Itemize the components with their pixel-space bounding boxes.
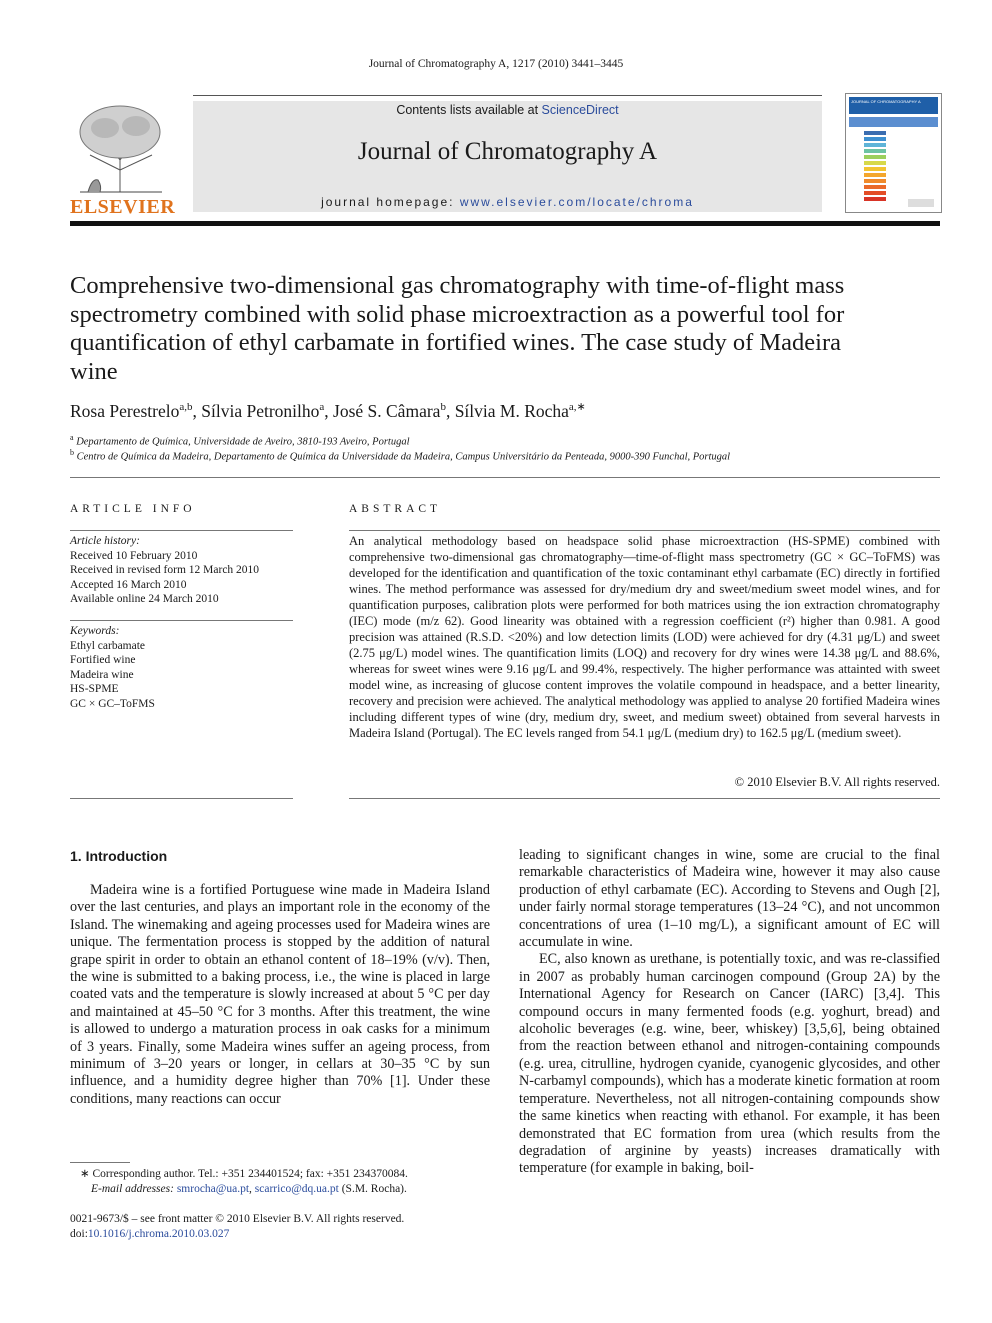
affiliation-text: Departamento de Química, Universidade de Aveiro, 3810-193 Aveiro, Portugal bbox=[76, 436, 410, 448]
intro-left-column bbox=[70, 882, 490, 1108]
history-label: Article history: bbox=[70, 535, 140, 547]
header-top-rule bbox=[193, 95, 822, 96]
copyright-notice: © 2010 Elsevier B.V. All rights reserved. bbox=[734, 775, 940, 789]
intro-right-column bbox=[519, 847, 940, 1178]
keyword: GC × GC–ToFMS bbox=[70, 697, 155, 710]
intro-paragraph: EC, also known as urethane, is potentially toxic, and was re-classified in 2007 as probably human carcinogen compound (Group 2A) by the International Agency for Research on Cancer (IARC) [3,4]. This compound occurs in many fermented foods (e.g. yoghurt, bread) and alcoholic beverages (e.g. wine, beer, whiskey) [3,5,6], being obtained from the reaction between ethanol and nitrogen-containing compounds (e.g. urea, citrulline, hydrogen cyanide, cyanogenic glycosides, and other N-carbamyl compounds), which has a moderate kinetic formation at room temperature. Nevertheless, not all nitrogen-containing compounds show the same kinetics when reacting with ethanol. For example, it has been demonstrated that EC formation from urea (which results from the degradation of arginine by yeasts) increases dramatically with temperature (for example in baking, boil- bbox=[519, 951, 940, 1177]
author-name: Sílvia Petronilho bbox=[201, 400, 320, 421]
homepage-prefix: journal homepage: bbox=[321, 195, 460, 209]
keyword: HS-SPME bbox=[70, 683, 119, 695]
cover-banner bbox=[849, 97, 938, 114]
email-suffix: (S.M. Rocha). bbox=[338, 1183, 407, 1195]
cover-subtitle-bar bbox=[849, 117, 938, 127]
doi-line bbox=[70, 1227, 510, 1242]
email-link[interactable]: smrocha@ua.pt bbox=[176, 1183, 250, 1195]
keywords-label: Keywords: bbox=[70, 625, 120, 637]
doi-prefix: doi: bbox=[70, 1228, 88, 1240]
elsevier-wordmark: ELSEVIER bbox=[70, 196, 176, 218]
contents-line bbox=[193, 103, 822, 117]
author-name: Sílvia M. Rocha bbox=[454, 400, 569, 421]
history-item: Accepted 16 March 2010 bbox=[70, 578, 187, 591]
journal-cover-thumbnail bbox=[845, 93, 942, 213]
issn-line: 0021-9673/$ – see front matter © 2010 Elsevier B.V. All rights reserved. bbox=[70, 1213, 405, 1225]
header-bottom-rule bbox=[70, 221, 940, 226]
journal-homepage bbox=[193, 195, 822, 209]
abstract-bottom-rule bbox=[349, 798, 940, 799]
affiliation-b bbox=[70, 448, 940, 463]
corresponding-author-note: ∗ Corresponding author. Tel.: +351 234401524; fax: +351 234370084. bbox=[80, 1168, 408, 1180]
doi-link[interactable]: 10.1016/j.chroma.2010.03.027 bbox=[87, 1228, 230, 1240]
cover-stripes bbox=[846, 127, 941, 213]
keyword: Ethyl carbamate bbox=[70, 639, 146, 652]
footnote-rule bbox=[70, 1162, 130, 1163]
intro-paragraph: Madeira wine is a fortified Portuguese wine made in Madeira Island over the last centuries, and plays an important role in the economy of the Island. The winemaking and ageing processes used for Madeira wines are unique. The fermentation process is stopped by the addition of natural grape spirit in order to obtain an ethanol content of 18–19% (v/v). Then, the wine is submitted to a baking process, i.e., the wine is placed in large coated vats and the temperature is slowly increased at about 5 °C per day and maintained at 45–50 °C for 3 months. After this treatment, the wine is allowed to undergo a maturation process in oak casks for a minimum of 3 years. Finally, some Madeira wines suffer an ageing process, from minimum of 3–20 years or longer, in cellars at 30–35 °C by sun influence, and a humidity degree higher than 70% [1]. Under these conditions, many reactions can occur bbox=[70, 882, 490, 1107]
affiliation-divider bbox=[70, 477, 940, 478]
author-affiliation-mark: a,∗ bbox=[568, 401, 586, 413]
article-info-rule bbox=[70, 530, 293, 531]
homepage-link[interactable]: www.elsevier.com/locate/chroma bbox=[459, 195, 694, 209]
cover-title: JOURNAL OF CHROMATOGRAPHY A bbox=[851, 99, 921, 104]
email-link[interactable]: scarrico@dq.ua.pt bbox=[254, 1183, 339, 1195]
affiliation-mark: a bbox=[70, 433, 74, 442]
affiliation-a bbox=[70, 433, 940, 448]
author-list: Rosa Perestrelo$^{a,b}$, Sílvia Petronilho$^a$, José S. Câmara$^b$, Sílvia M. Rocha$^{a,∗}$ bbox=[70, 400, 586, 421]
author-name: Rosa Perestrelo bbox=[70, 400, 180, 421]
article-title: Comprehensive two-dimensional gas chromatography with time-of-flight mass spectrometry combined with solid phase microextraction as a powerful tool for quantification of ethyl carbamate in fortified wines. The case study of Madeira wine bbox=[70, 272, 845, 385]
email-label: E-mail addresses: bbox=[91, 1183, 177, 1195]
journal-reference: Journal of Chromatography A, 1217 (2010) 3441–3445 bbox=[368, 58, 624, 70]
abstract-heading: ABSTRACT bbox=[349, 503, 442, 515]
history-item: Received 10 February 2010 bbox=[70, 549, 198, 562]
keyword: Madeira wine bbox=[70, 668, 134, 681]
article-info-bottom-rule bbox=[70, 798, 293, 799]
affiliation-mark: b bbox=[70, 448, 74, 457]
author-name: José S. Câmara bbox=[333, 400, 441, 421]
author-affiliation-mark: a bbox=[319, 401, 325, 413]
author-affiliation-mark: b bbox=[440, 401, 446, 413]
affiliation-text: Centro de Química da Madeira, Departamento de Química da Universidade da Madeira, Campus Universitário da Penteada, 9000-390 Funchal, Portugal bbox=[76, 451, 731, 463]
section-heading-introduction: 1. Introduction bbox=[70, 848, 168, 864]
journal-title: Journal of Chromatography A bbox=[357, 138, 658, 165]
keywords-rule bbox=[70, 620, 293, 621]
article-history bbox=[70, 534, 293, 607]
history-item: Available online 24 March 2010 bbox=[70, 593, 219, 605]
author-affiliation-mark: a,b bbox=[179, 401, 193, 413]
keyword: Fortified wine bbox=[70, 654, 136, 666]
email-addresses: E-mail addresses: smrocha@ua.pt, scarrico@dq.ua.pt (S.M. Rocha). bbox=[91, 1183, 407, 1195]
article-info-heading: ARTICLE INFO bbox=[70, 503, 196, 515]
abstract-rule bbox=[349, 530, 940, 531]
contents-prefix: Contents lists available at bbox=[396, 103, 542, 117]
keywords-block bbox=[70, 624, 293, 711]
sciencedirect-link[interactable]: ScienceDirect bbox=[541, 103, 619, 117]
abstract-text: An analytical methodology based on headspace solid phase microextraction (HS-SPME) combined with comprehensive two-dimensional gas chromatography—time-of-flight mass spectrometry (GC × GC–ToFMS) was developed for the identification and quantification of the toxic contaminant ethyl carbamate (EC) directly in fortified wines. The method performance was assessed for dry/medium dry and sweet/medium sweet model wines, and for quantification purposes, calibration plots were performed for both matrices using the ion extraction chromatography (IEC) mode (m/z 62). Good linearity was obtained with a regression coefficient (r²) higher than 0.981. A good precision was attained (R.S.D. <20%) and low detection limits (LOD) were achieved for dry (4.31 μg/L) and sweet (2.75 μg/L) model wines. The quantification limits (LOQ) and recovery for dry wines were 14.38 μg/L and 88.6%, whereas for sweet wines were 9.16 μg/L and 99.4%, respectively. The higher performance was attainted with sweet model wine, as increasing of glucose content improves the volatile compound in headspace, and a better linearity, recovery and precision were achieved. The analytical methodology was applied to analyse 20 fortified Madeira wines including different types of wine (dry, medium dry, sweet, and medium sweet) obtained from several harvests in Madeira Island (Portugal). The EC levels ranged from 54.1 μg/L (medium dry) to 162.5 μg/L (medium sweet). bbox=[349, 534, 940, 740]
intro-paragraph: leading to significant changes in wine, some are crucial to the final remarkable characteristics of Madeira wine, however it may also cause production of ethyl carbamate (EC). According to Stevens and Ough [2], under fairly normal storage temperatures (13–24 °C), and not uncommon concentrations of urea (1–10 mg/L), a significant amount of EC will accumulate in wine. bbox=[519, 847, 940, 951]
history-item: Received in revised form 12 March 2010 bbox=[70, 564, 260, 576]
